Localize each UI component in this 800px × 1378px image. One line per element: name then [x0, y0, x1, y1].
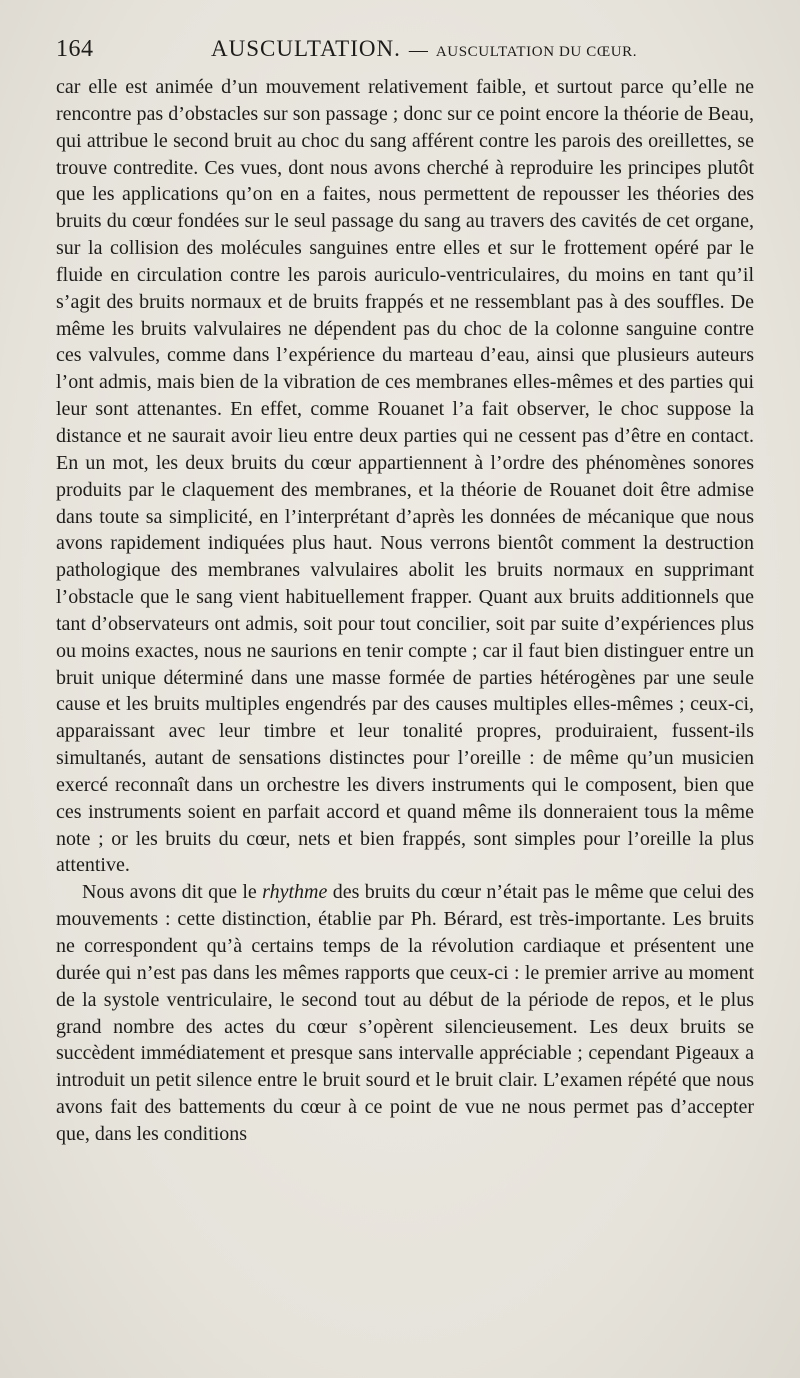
paragraph-2-text-end: des bruits du cœur n’était pas le même que celui des mouvements : cette distinction, établie par Ph. Bérard, est très-importante. Les bruits ne correspondent qu’à certains temps de la révolution cardiaque et présentent une durée qui n’est pas dans les mêmes rapports que ceux-ci : le premier arrive au moment de la systole ventriculaire, le second tout au début de la période de repos, et le plus grand nombre des actes du cœur s’opèrent silencieusement. Les deux bruits se succèdent immédiatement et presque sans intervalle appréciable ; cependant Pigeaux a introduit un petit silence entre le bruit sourd et le bruit clair. L’examen répété que nous avons fait des battements du cœur à ce point de vue ne nous permet pas d’accepter que, dans les conditions	[56, 881, 754, 1145]
running-head	[211, 36, 637, 62]
body-text	[56, 74, 754, 1148]
page-number: 164	[56, 36, 94, 62]
paragraph-1-text: car elle est animée d’un mouvement relativement faible, et surtout parce qu’elle ne rencontre pas d’obstacles sur son passage ; donc sur ce point encore la théorie de Beau, qui attribue le second bruit au choc du sang afférent contre les parois des oreillettes, se trouve contredite. Ces vues, dont nous avons cherché à reproduire les principes plutôt que les applications qu’on en a faites, nous permettent de repousser les théories des bruits du cœur fondées sur le seul passage du sang au travers des cavités de cet organe, sur la collision des molécules sanguines entre elles et sur le frottement opéré par le fluide en circulation contre les parois auriculo-ventriculaires, du moins en tant qu’il s’agit des bruits normaux et de bruits frappés et ne ressemblant pas à des souffles. De même les bruits valvulaires ne dépendent pas du choc de la colonne sanguine contre ces valvules, comme dans l’expérience du marteau d’eau, ainsi que plusieurs auteurs l’ont admis, mais bien de la vibration de ces membranes elles-mêmes et des parties qui leur sont attenantes. En effet, comme Rouanet l’a fait observer, le choc suppose la distance et ne saurait avoir lieu entre deux parties qui ne cessent pas d’être en contact. En un mot, les deux bruits du cœur appartiennent à l’ordre des phénomènes sonores produits par le claquement des membranes, et la théorie de Rouanet doit être admise dans toute sa simplicité, en l’interprétant d’après les données de mécanique que nous avons rapidement indiquées plus haut. Nous verrons bientôt comment la destruction pathologique des membranes valvulaires abolit les bruits normaux en supprimant l’obstacle que le sang vient habituellement frapper. Quant aux bruits additionnels que tant d’observateurs ont admis, soit pour tout concilier, soit par suite d’expériences plus ou moins exactes, nous ne saurions en tenir compte ; car il faut bien distinguer entre un bruit unique déterminé dans une masse formée de parties hétérogènes par une seule cause et les bruits multiples engendrés par des causes multiples elles-mêmes ; ceux-ci, apparaissant avec leur timbre et leur tonalité propres, produiraient, fussent-ils simultanés, autant de sensations distinctes pour l’oreille : de même qu’un musicien exercé reconnaît dans un orchestre les divers instruments qui le composent, bien que ces instruments soient en parfait accord et quand même ils donneraient tous la même note ; or les bruits du cœur, nets et bien frappés, sont simples pour l’oreille la plus attentive.	[56, 76, 754, 877]
running-head-subtitle: AUSCULTATION DU CŒUR.	[435, 44, 638, 60]
page-header	[56, 36, 756, 70]
paragraph-2-emphasis: rhythme	[262, 881, 328, 904]
paragraph-1	[56, 74, 754, 879]
paragraph-2	[56, 879, 754, 1147]
running-head-separator: —	[408, 40, 428, 61]
paragraph-2-text-start: Nous avons dit que le	[82, 881, 263, 904]
running-head-title: AUSCULTATION.	[211, 36, 401, 61]
